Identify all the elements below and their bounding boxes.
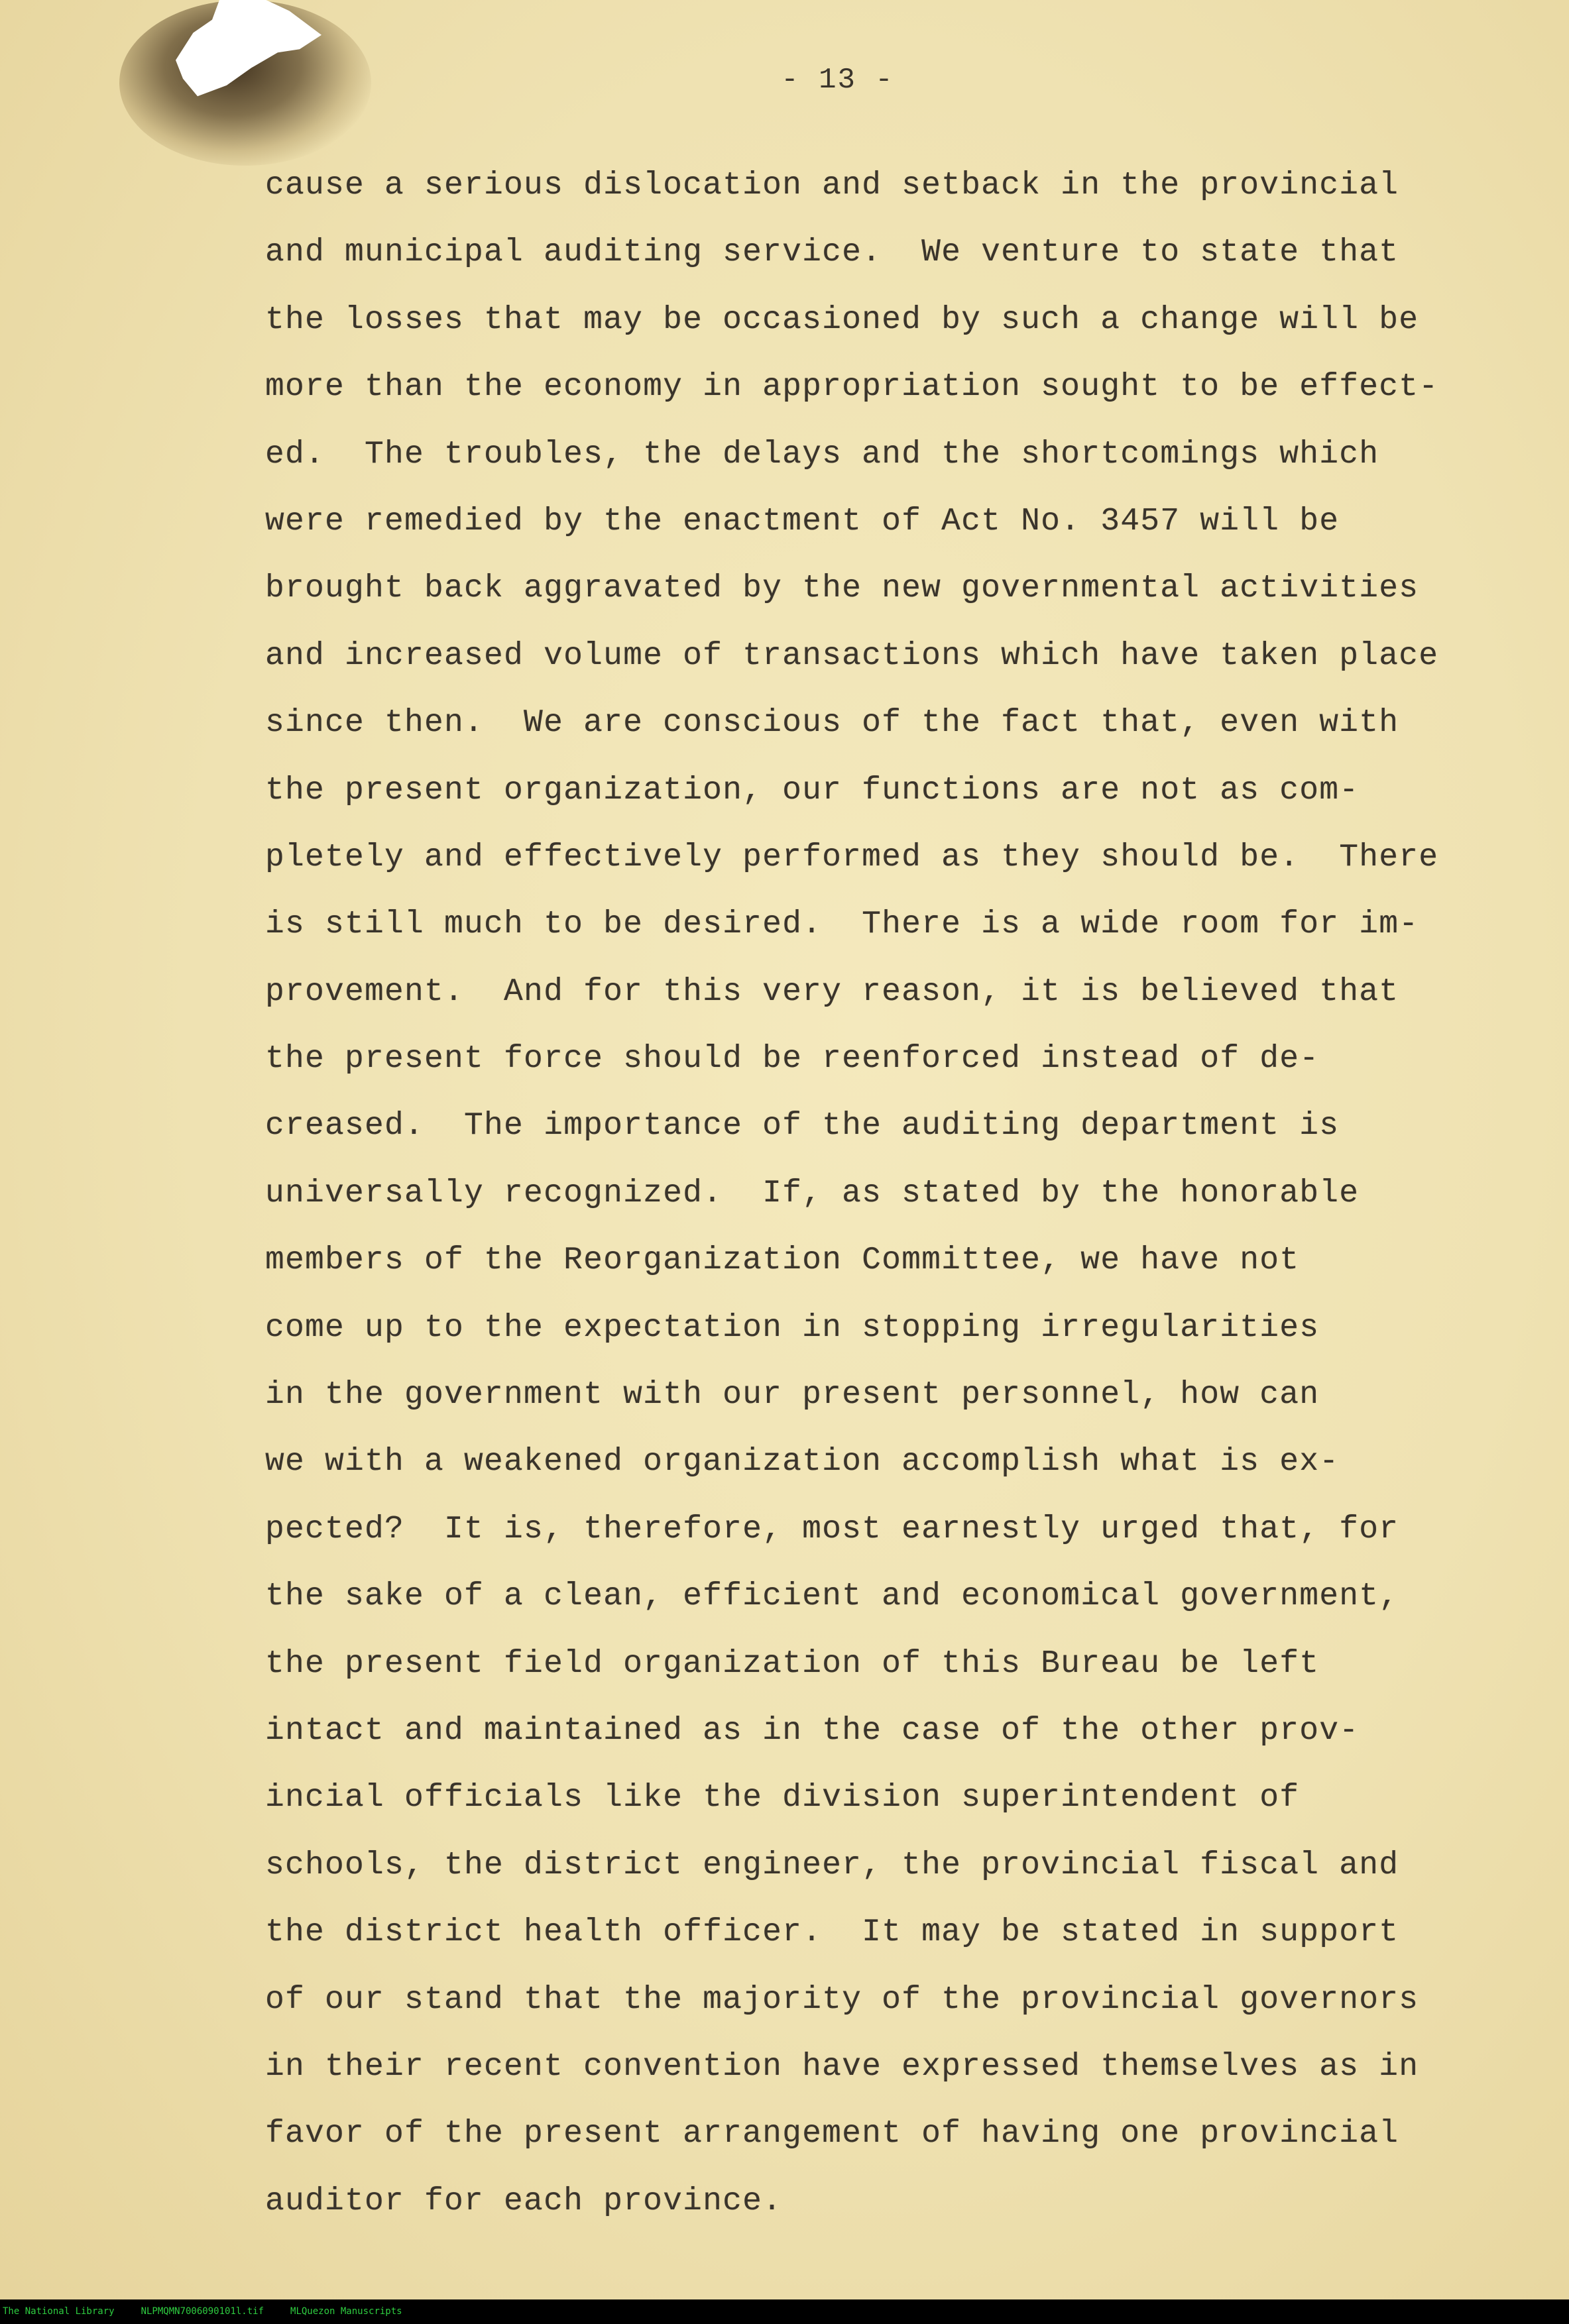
text-line: the present force should be reenforced instead of de- [265, 1041, 1320, 1078]
text-line: in the government with our present personnel, how can [265, 1377, 1320, 1413]
text-line: ed. The troubles, the delays and the shortcomings which [265, 436, 1379, 472]
text-line: and municipal auditing service. We venture to state that [265, 235, 1399, 271]
text-line: favor of the present arrangement of having one provincial [265, 2116, 1399, 2152]
text-line: pected? It is, therefore, most earnestly urged that, for [265, 1511, 1399, 1547]
page-number: - 13 - [781, 64, 894, 97]
footer-library: The National Library [3, 2306, 115, 2317]
text-line: creased. The importance of the auditing department is [265, 1108, 1340, 1144]
text-line: schools, the district engineer, the provincial fiscal and [265, 1847, 1399, 1883]
text-line: we with a weakened organization accomplish what is ex- [265, 1444, 1340, 1480]
text-line: pletely and effectively performed as they should be. There [265, 839, 1439, 875]
text-line: provement. And for this very reason, it is believed that [265, 973, 1399, 1010]
text-line: members of the Reorganization Committee, we have not [265, 1243, 1300, 1279]
text-line: auditor for each province. [265, 2183, 783, 2219]
text-line: incial officials like the division superintendent of [265, 1780, 1300, 1816]
text-line: the sake of a clean, efficient and economical government, [265, 1578, 1399, 1615]
text-line: is still much to be desired. There is a wide room for im- [265, 907, 1419, 943]
footer-file-id: NLPMQMN7006090101l.tif [141, 2306, 264, 2317]
text-line: and increased volume of transactions which have taken place [265, 637, 1439, 674]
text-line: in their recent convention have expressed themselves as in [265, 2048, 1419, 2085]
text-line: the present organization, our functions are not as com- [265, 772, 1360, 808]
text-line: come up to the expectation in stopping irregularities [265, 1309, 1320, 1346]
text-line: the present field organization of this Bureau be left [265, 1645, 1320, 1682]
footer-bar [0, 2299, 1569, 2324]
text-line: cause a serious dislocation and setback in the provincial [265, 168, 1399, 203]
text-line: since then. We are conscious of the fact that, even with [265, 705, 1399, 742]
body-text [265, 159, 1511, 2242]
text-line: brought back aggravated by the new governmental activities [265, 571, 1419, 607]
text-line: universally recognized. If, as stated by the honorable [265, 1175, 1360, 1211]
text-line: of our stand that the majority of the provincial governors [265, 1981, 1419, 2018]
text-line: were remedied by the enactment of Act No. 3457 will be [265, 503, 1340, 539]
footer-collection: MLQuezon Manuscripts [290, 2306, 402, 2317]
text-line: intact and maintained as in the case of the other prov- [265, 1712, 1360, 1749]
text-line: the district health officer. It may be stated in support [265, 1914, 1399, 1951]
text-line: the losses that may be occasioned by such a change will be [265, 302, 1419, 338]
text-line: more than the economy in appropriation sought to be effect- [265, 369, 1439, 406]
